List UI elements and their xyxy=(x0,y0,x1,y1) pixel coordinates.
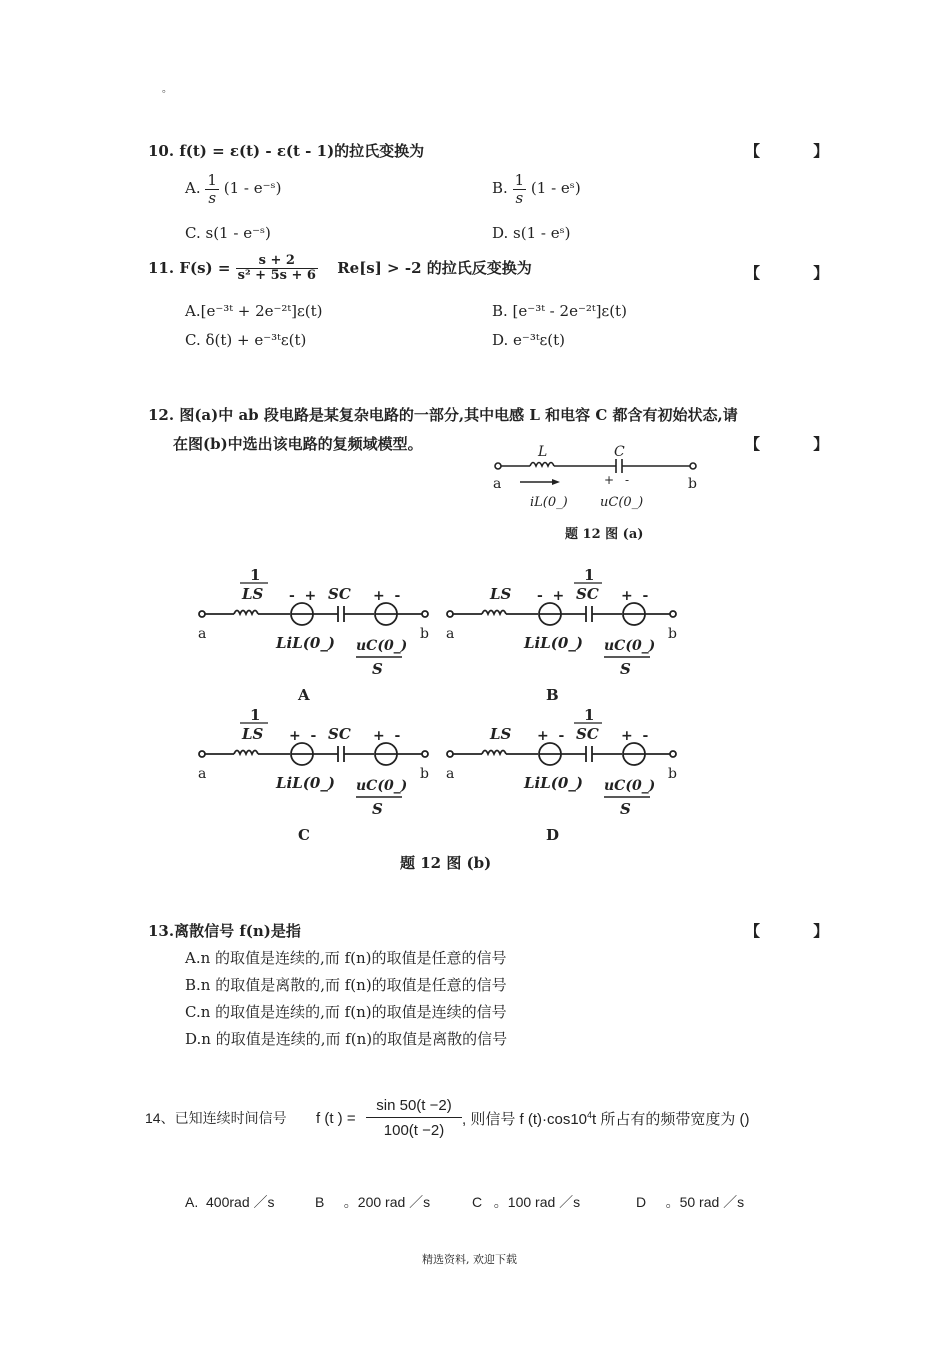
q14-option-d-label: D xyxy=(636,1194,647,1210)
terminal-b-label: b xyxy=(668,766,677,782)
inductor-initial-source: LiL(0_) xyxy=(524,634,583,652)
q14-middle xyxy=(462,1108,750,1129)
inductor-label-top: 1 xyxy=(250,568,261,584)
source1-polarity: - + xyxy=(289,588,317,604)
terminal-b-dot xyxy=(670,611,676,617)
inductor-label: LS xyxy=(490,585,512,603)
inductor-label-bottom: LS xyxy=(242,725,264,743)
capacitor-source-numerator: uC(0_) xyxy=(604,778,656,794)
fraction-denominator: s² + 5s + 6 xyxy=(237,268,316,284)
terminal-a-dot xyxy=(447,611,453,617)
terminal-b-dot xyxy=(690,463,696,469)
q12-answer-bracket: 【 】 xyxy=(745,435,853,453)
source1-polarity: - + xyxy=(537,588,565,604)
inductor-icon xyxy=(234,611,258,615)
terminal-a-dot xyxy=(447,751,453,757)
fig-b-caption: 题 12 图 (b) xyxy=(400,854,492,872)
fig-a-plus: + xyxy=(604,473,615,487)
q10-option-c xyxy=(185,224,271,242)
q14-option-a-label: A. xyxy=(185,1194,199,1210)
q14-option-c-label: C xyxy=(472,1194,483,1210)
fig-b-variant-c xyxy=(190,708,440,848)
q13-option-b: B.n 的取值是离散的,而 f(n)的取值是任意的信号 xyxy=(185,976,507,994)
q11-stem xyxy=(148,254,532,284)
q10-option-d-label: D. xyxy=(492,224,509,242)
terminal-a-dot xyxy=(199,611,205,617)
terminal-b-label: b xyxy=(668,626,677,642)
q14-option-c xyxy=(472,1192,580,1212)
q12-figure-a xyxy=(480,440,720,550)
fig-b-variant-a xyxy=(190,568,440,708)
terminal-a-label: a xyxy=(198,766,207,782)
capacitor-label-bottom: SC xyxy=(576,585,599,603)
q11-prefix: 11. F(s) = xyxy=(148,258,231,277)
q14-option-d-value: 。50 rad ／s xyxy=(665,1194,745,1210)
inductor-label: LS xyxy=(490,725,512,743)
terminal-b-label: b xyxy=(420,766,429,782)
capacitor-label-top: 1 xyxy=(584,568,595,584)
fraction-denominator: s xyxy=(515,188,524,207)
q10-option-b-fraction xyxy=(513,172,527,206)
capacitor-label: SC xyxy=(328,585,351,603)
capacitor-source-denominator: S xyxy=(620,800,631,818)
fig-b-variant-d xyxy=(438,708,688,848)
fig-a-label-b: b xyxy=(688,476,697,492)
terminal-a-dot xyxy=(199,751,205,757)
terminal-a-dot xyxy=(495,463,501,469)
q13-stem: 13.离散信号 f(n)是指 xyxy=(148,922,301,940)
q10-option-d xyxy=(492,224,571,242)
capacitor-label: SC xyxy=(328,725,351,743)
q10-option-b-label: B. xyxy=(492,179,508,197)
q10-option-a-label: A. xyxy=(185,179,201,197)
fraction-numerator: sin 50(t −2) xyxy=(366,1097,462,1118)
source1-polarity: + - xyxy=(289,728,317,744)
source2-polarity: + - xyxy=(621,728,649,744)
fig-a-minus: - xyxy=(625,473,630,487)
source2-polarity: + - xyxy=(373,588,401,604)
variant-letter: A xyxy=(298,686,310,704)
q14-option-b-value: 。200 rad ／s xyxy=(343,1194,431,1210)
q14-option-b xyxy=(315,1192,430,1212)
variant-letter: B xyxy=(546,686,559,704)
inductor-icon xyxy=(530,463,554,467)
capacitor-source-denominator: S xyxy=(620,660,631,678)
q10-stem: 10. f(t) = ε(t) - ε(t - 1)的拉氏变换为 xyxy=(148,142,425,160)
q14-exponent: 4 xyxy=(587,1110,593,1120)
terminal-b-label: b xyxy=(420,626,429,642)
fraction-denominator: s xyxy=(208,188,217,207)
terminal-b-dot xyxy=(670,751,676,757)
q11-suffix: Re[s] > -2 的拉氏反变换为 xyxy=(337,258,532,277)
terminal-a-label: a xyxy=(446,626,455,642)
q14-option-a xyxy=(185,1192,275,1212)
fig-a-label-C: C xyxy=(614,444,625,460)
q10-option-c-label: C. xyxy=(185,224,201,242)
q12-stem-line1: 12. 图(a)中 ab 段电路是某复杂电路的一部分,其中电感 L 和电容 C 都含有初始状态,请 xyxy=(148,406,738,424)
source1-polarity: + - xyxy=(537,728,565,744)
q14-option-c-value: 。100 rad ／s xyxy=(493,1194,581,1210)
fig-a-caption: 题 12 图 (a) xyxy=(565,527,644,542)
fig-b-variant-b xyxy=(438,568,688,708)
q10-option-a-rest: (1 - e⁻ˢ) xyxy=(223,179,282,197)
page-footer: 精选资料, 欢迎下载 xyxy=(422,1253,517,1266)
q11-option-a: A.[e⁻³ᵗ + 2e⁻²ᵗ]ε(t) xyxy=(185,302,323,320)
terminal-a-label: a xyxy=(198,626,207,642)
terminal-a-label: a xyxy=(446,766,455,782)
fraction-numerator: 1 xyxy=(514,171,525,189)
q11-option-c: C. δ(t) + e⁻³ᵗε(t) xyxy=(185,331,307,349)
q13-option-c: C.n 的取值是连续的,而 f(n)的取值是连续的信号 xyxy=(185,1003,507,1021)
q14-fraction xyxy=(366,1097,462,1139)
fig-a-label-a: a xyxy=(493,476,502,492)
q12-stem-line2: 在图(b)中选出该电路的复频域模型。 xyxy=(173,435,423,453)
fig-a-label-L: L xyxy=(538,444,548,460)
capacitor-source-denominator: S xyxy=(372,660,383,678)
q10-option-c-text: s(1 - e⁻ˢ) xyxy=(205,224,271,242)
q11-answer-bracket: 【 】 xyxy=(745,264,853,282)
variant-letter: C xyxy=(298,826,310,844)
inductor-label-bottom: LS xyxy=(242,585,264,603)
q10-option-b-rest: (1 - eˢ) xyxy=(530,179,581,197)
terminal-b-dot xyxy=(422,611,428,617)
inductor-label-top: 1 xyxy=(250,708,261,724)
q10-option-d-text: s(1 - eˢ) xyxy=(513,224,571,242)
inductor-initial-source: LiL(0_) xyxy=(276,774,335,792)
capacitor-label-top: 1 xyxy=(584,708,595,724)
fraction-denominator: 100(t −2) xyxy=(383,1122,445,1139)
fraction-numerator: 1 xyxy=(207,171,217,189)
q11-option-d: D. e⁻³ᵗε(t) xyxy=(492,331,566,349)
q14-ft: f (t ) = xyxy=(316,1110,356,1127)
capacitor-label-bottom: SC xyxy=(576,725,599,743)
q10-option-a-fraction xyxy=(205,172,219,206)
capacitor-source-numerator: uC(0_) xyxy=(604,638,656,654)
inductor-icon xyxy=(234,751,258,755)
terminal-b-dot xyxy=(422,751,428,757)
capacitor-source-denominator: S xyxy=(372,800,383,818)
q13-answer-bracket: 【 】 xyxy=(745,922,853,940)
inductor-initial-source: LiL(0_) xyxy=(524,774,583,792)
inductor-initial-source: LiL(0_) xyxy=(276,634,335,652)
q10-answer-bracket: 【 】 xyxy=(745,142,853,160)
top-mark: 。 xyxy=(162,84,172,95)
capacitor-source-numerator: uC(0_) xyxy=(356,778,408,794)
inductor-icon xyxy=(482,751,506,755)
q14-option-b-label: B xyxy=(315,1194,325,1210)
q14-suffix: t 所占有的频带宽度为 () xyxy=(592,1111,750,1128)
fraction-numerator: s + 2 xyxy=(236,254,318,269)
variant-letter: D xyxy=(546,826,560,844)
capacitor-source-numerator: uC(0_) xyxy=(356,638,408,654)
source2-polarity: + - xyxy=(373,728,401,744)
source2-polarity: + - xyxy=(621,588,649,604)
fig-a-iL: iL(0_) xyxy=(530,495,568,510)
q14-prefix: 14、已知连续时间信号 xyxy=(145,1110,287,1126)
inductor-icon xyxy=(482,611,506,615)
q14-option-d xyxy=(636,1192,744,1212)
q11-option-b: B. [e⁻³ᵗ - 2e⁻²ᵗ]ε(t) xyxy=(492,302,627,320)
q10-option-a xyxy=(185,172,281,206)
q10-option-b xyxy=(492,172,581,206)
q14-option-a-value: 400rad ／s xyxy=(206,1194,275,1210)
q14-middle-text: , 则信号 f (t)·cos10 xyxy=(462,1111,588,1128)
q13-option-a: A.n 的取值是连续的,而 f(n)的取值是任意的信号 xyxy=(185,949,507,967)
fig-a-uC: uC(0_) xyxy=(600,495,644,510)
q11-fraction xyxy=(236,254,318,284)
q13-option-d: D.n 的取值是连续的,而 f(n)的取值是离散的信号 xyxy=(185,1030,508,1048)
